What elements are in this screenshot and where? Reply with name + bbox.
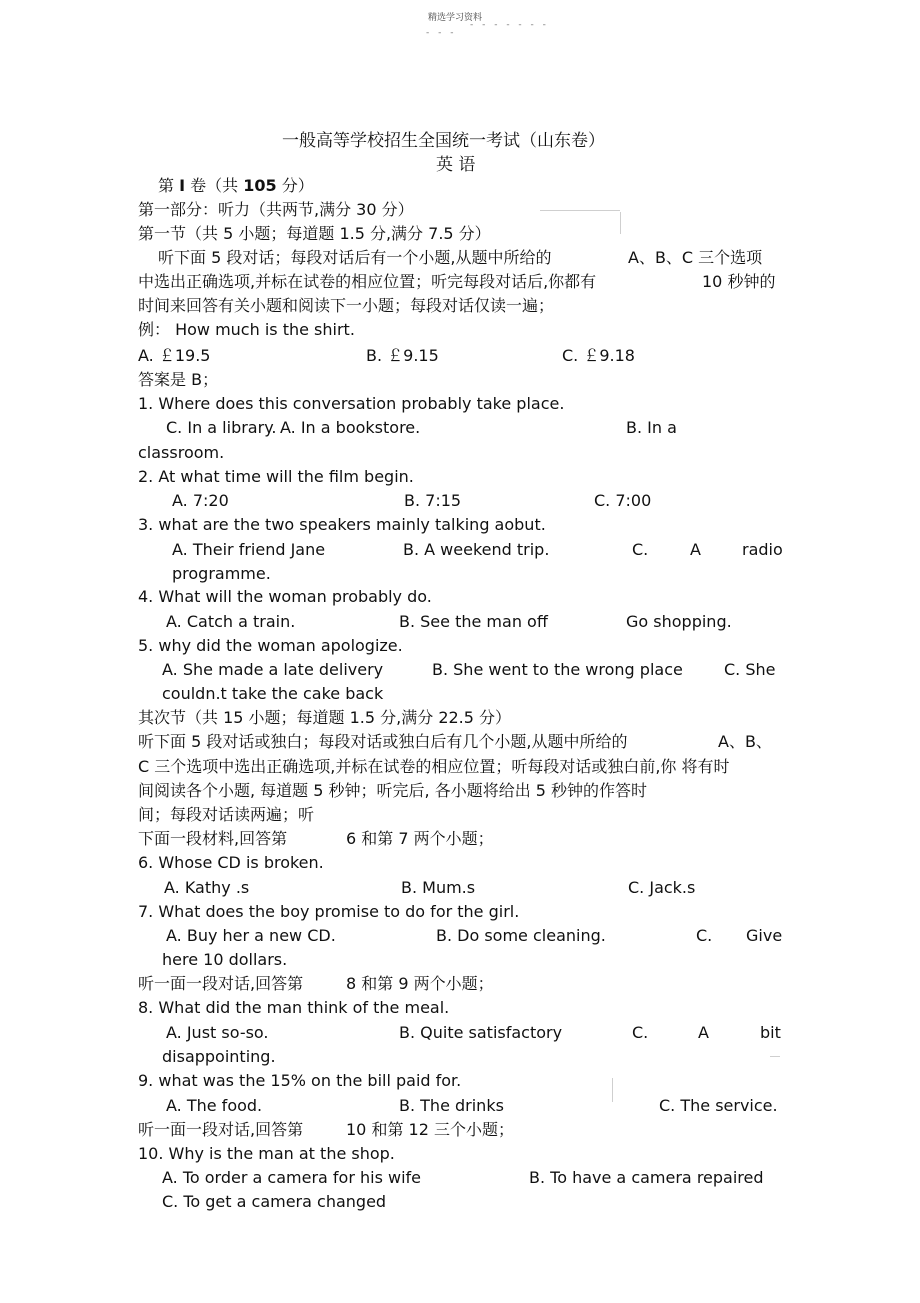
section2-instruction: A、B、 — [718, 732, 772, 751]
option-continuation: disappointing. — [162, 1047, 276, 1066]
scan-mark — [612, 1078, 613, 1102]
question-stem: 1. Where does this conversation probably take place. — [138, 394, 565, 413]
option-a: A. Their friend Jane — [172, 540, 326, 559]
option-c: C. The service. — [659, 1096, 778, 1115]
section2-instruction: 间；每段对话读两遍；听 — [138, 805, 315, 824]
option-c: C. — [632, 1023, 649, 1042]
group-instruction: 10 和第 12 三个小题； — [346, 1120, 514, 1139]
option-b: B. Do some cleaning. — [436, 926, 606, 945]
option-continuation: here 10 dollars. — [162, 950, 288, 969]
section2-instruction: C 三个选项中选出正确选项,并标在试卷的相应位置；听每段对话或独白前,你 将有时 — [138, 757, 730, 776]
option-a: A. The food. — [166, 1096, 263, 1115]
option-c: C. — [696, 926, 713, 945]
section1-instruction: 10 秒钟的 — [702, 272, 776, 291]
option-c: A — [690, 540, 701, 559]
option-b: B. Quite satisfactory — [399, 1023, 563, 1042]
question-stem: 7. What does the boy promise to do for the girl. — [138, 902, 520, 921]
option-c: bit — [760, 1023, 781, 1042]
section1-heading: 第一节（共 5 小题；每道题 1.5 分,满分 7.5 分） — [138, 224, 491, 243]
option-c: Go shopping. — [626, 612, 732, 631]
question-stem: 8. What did the man think of the meal. — [138, 998, 450, 1017]
option-c: C. She — [724, 660, 776, 679]
option-c: C. — [632, 540, 649, 559]
question-stem: 2. At what time will the film begin. — [138, 467, 414, 486]
section2-instruction: 下面一段材料,回答第 — [138, 829, 288, 848]
option-b: B. She went to the wrong place — [432, 660, 683, 679]
scan-mark — [540, 210, 620, 211]
group-instruction: 8 和第 9 两个小题； — [346, 974, 494, 993]
section2-heading: 其次节（共 15 小题；每道题 1.5 分,满分 22.5 分） — [138, 708, 512, 727]
option-a: A. 7:20 — [172, 491, 229, 510]
scan-mark — [620, 212, 621, 234]
option-c: radio — [742, 540, 783, 559]
option-c: C. Jack.s — [628, 878, 696, 897]
scan-mark — [770, 1056, 780, 1057]
option-b: B. To have a camera repaired — [529, 1168, 764, 1187]
example-option-b: B. ￡9.15 — [366, 346, 439, 365]
option-b: B. In a — [626, 418, 677, 437]
option-a: A. She made a late delivery — [162, 660, 384, 679]
section2-instruction: 间阅读各个小题, 每道题 5 秒钟；听完后, 各小题将给出 5 秒钟的作答时 — [138, 781, 648, 800]
option-continuation: programme. — [172, 564, 271, 583]
option-c: C. 7:00 — [594, 491, 652, 510]
header-dashes-2: - - - — [426, 28, 457, 38]
subject-title: 英 语 — [436, 155, 476, 175]
option-b: B. See the man off — [399, 612, 548, 631]
option-a: A. Just so-so. — [166, 1023, 269, 1042]
group-instruction: 听一面一段对话,回答第 — [138, 1120, 304, 1139]
option-a: A. To order a camera for his wife — [162, 1168, 422, 1187]
option-b: B. A weekend trip. — [403, 540, 550, 559]
section1-instruction: A、B、C 三个选项 — [628, 248, 763, 267]
section1-instruction: 听下面 5 段对话；每段对话后有一个小题,从题中所给的 — [158, 248, 552, 267]
section1-instruction: 中选出正确选项,并标在试卷的相应位置；听完每段对话后,你都有 — [138, 272, 597, 291]
example-question: 例： How much is the shirt. — [138, 320, 355, 339]
section1-instruction: 时间来回答有关小题和阅读下一小题；每段对话仅读一遍； — [138, 296, 555, 315]
option-c: Give — [746, 926, 783, 945]
option-continuation: classroom. — [138, 443, 225, 462]
option-c: C. In a library. — [166, 418, 277, 437]
question-stem: 4. What will the woman probably do. — [138, 587, 432, 606]
option-a: A. In a bookstore. — [280, 418, 421, 437]
question-stem: 3. what are the two speakers mainly talking aobut. — [138, 515, 546, 534]
question-stem: 5. why did the woman apologize. — [138, 636, 403, 655]
header-label: 精选学习资料 — [428, 13, 483, 23]
group-instruction: 听一面一段对话,回答第 — [138, 974, 304, 993]
example-option-a: A. ￡19.5 — [138, 346, 211, 365]
option-a: A. Catch a train. — [166, 612, 296, 631]
section2-instruction: 6 和第 7 两个小题； — [346, 829, 494, 848]
question-stem: 6. Whose CD is broken. — [138, 853, 324, 872]
option-a: A. Kathy .s — [164, 878, 250, 897]
option-b: B. 7:15 — [404, 491, 462, 510]
option-c: A — [698, 1023, 709, 1042]
volume-heading: 第 I 卷（共 105 分） — [158, 176, 314, 195]
part1-heading: 第一部分：听力（共两节,满分 30 分） — [138, 200, 414, 219]
example-answer: 答案是 B； — [138, 370, 219, 389]
question-stem: 10. Why is the man at the shop. — [138, 1144, 395, 1163]
option-b: B. The drinks — [399, 1096, 504, 1115]
option-c: C. To get a camera changed — [162, 1192, 387, 1211]
example-option-c: C. ￡9.18 — [562, 346, 635, 365]
header-dashes: - - - - - - - — [470, 20, 549, 30]
option-a: A. Buy her a new CD. — [166, 926, 336, 945]
option-continuation: couldn.t take the cake back — [162, 684, 384, 703]
exam-title: 一般高等学校招生全国统一考试（山东卷） — [282, 131, 605, 151]
option-b: B. Mum.s — [401, 878, 476, 897]
question-stem: 9. what was the 15% on the bill paid for. — [138, 1071, 462, 1090]
section2-instruction: 听下面 5 段对话或独白；每段对话或独白后有几个小题,从题中所给的 — [138, 732, 628, 751]
